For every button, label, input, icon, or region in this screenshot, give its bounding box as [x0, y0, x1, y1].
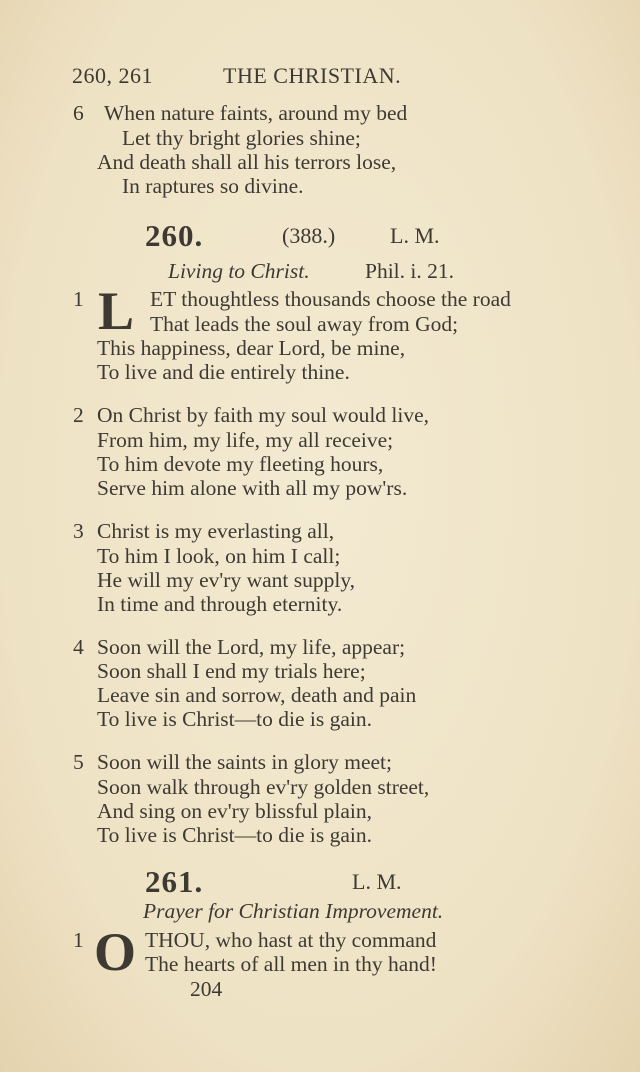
verse-line: Serve him alone with all my pow'rs.	[97, 476, 408, 500]
verse-line: Soon walk through ev'ry golden street,	[97, 775, 430, 799]
hymn-title: Living to Christ.	[168, 259, 310, 283]
hymn-number: 261.	[145, 864, 204, 899]
verse-line: The hearts of all men in thy hand!	[145, 952, 437, 976]
verse-line: ET thoughtless thousands choose the road	[150, 287, 511, 311]
verse-line: When nature faints, around my bed	[104, 101, 408, 125]
stanza-number: 1	[73, 287, 84, 311]
verse-line: Soon will the saints in glory meet;	[97, 750, 393, 774]
hymn-meter: L. M.	[390, 223, 440, 248]
verse-line: To him I look, on him I call;	[97, 544, 341, 568]
hymn-ref: (388.)	[282, 223, 336, 248]
stanza-number: 2	[73, 403, 84, 427]
verse-line: Soon shall I end my trials here;	[97, 659, 366, 683]
verse-line: To him devote my fleeting hours,	[97, 452, 384, 476]
hymn-meter: L. M.	[352, 869, 402, 894]
running-title: THE CHRISTIAN.	[223, 63, 402, 88]
verse-line: To live is Christ—to die is gain.	[97, 707, 372, 731]
verse-line: And sing on ev'ry blissful plain,	[97, 799, 372, 823]
hymn-number: 260.	[145, 218, 204, 253]
verse-line: THOU, who hast at thy command	[145, 928, 437, 952]
verse-line: To live is Christ—to die is gain.	[97, 823, 372, 847]
verse-line: On Christ by faith my soul would live,	[97, 403, 430, 427]
scripture-ref: Phil. i. 21.	[365, 259, 455, 283]
stanza-number: 6	[73, 101, 84, 125]
hymn-title: Prayer for Christian Improvement.	[143, 899, 444, 923]
verse-line: And death shall all his terrors lose,	[97, 150, 397, 174]
verse-line: In time and through eternity.	[97, 592, 343, 616]
verse-line: That leads the soul away from God;	[150, 312, 459, 336]
verse-line: Christ is my everlasting all,	[97, 519, 335, 543]
stanza-number: 1	[73, 928, 84, 952]
stanza-number: 3	[73, 519, 84, 543]
verse-line: This happiness, dear Lord, be mine,	[97, 336, 406, 360]
stanza-number: 4	[73, 635, 84, 659]
verse-line: In raptures so divine.	[122, 174, 304, 198]
verse-line: He will my ev'ry want supply,	[97, 568, 356, 592]
page-number: 204	[190, 977, 223, 1001]
verse-line: Let thy bright glories shine;	[122, 126, 361, 150]
drop-cap: O	[94, 922, 137, 982]
verse-line: From him, my life, my all receive;	[97, 428, 394, 452]
drop-cap: L	[98, 281, 135, 341]
header-page-refs: 260, 261	[72, 63, 153, 88]
verse-line: Leave sin and sorrow, death and pain	[97, 683, 417, 707]
verse-line: Soon will the Lord, my life, appear;	[97, 635, 406, 659]
stanza-number: 5	[73, 750, 84, 774]
verse-line: To live and die entirely thine.	[97, 360, 350, 384]
